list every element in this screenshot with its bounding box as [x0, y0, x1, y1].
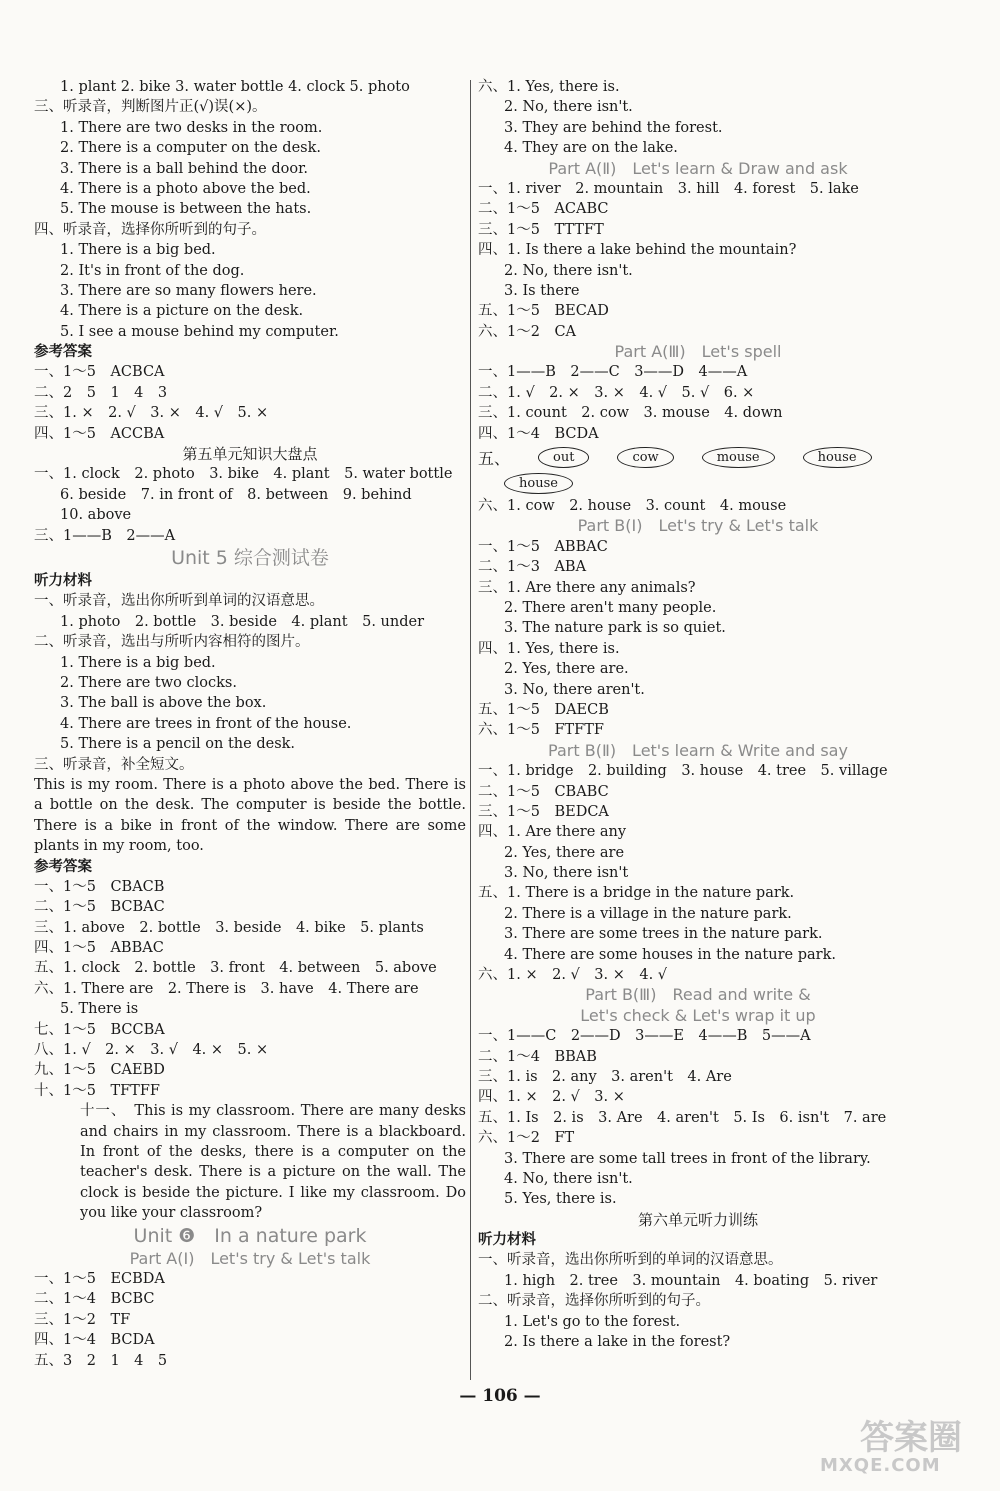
oval-word: house [803, 447, 872, 468]
left-line: 五、3 2 1 4 5 [34, 1352, 168, 1369]
right_b-line: 三、1. is 2. any 3. aren't 4. Are [478, 1068, 732, 1085]
right-block-a [478, 77, 918, 444]
right_b-line: 六、1. cow 2. house 3. count 4. mouse [478, 498, 787, 515]
right_a-line: 2. No, there isn't. [504, 262, 633, 279]
right_b-line: 3. There are some trees in the nature park. [504, 926, 823, 943]
right_b-line: Part B(Ⅲ) Read and write & [585, 985, 811, 1005]
left-line: 二、听录音，选出与所听内容相符的图片。 [34, 634, 310, 651]
left-line: 3. There is a ball behind the door. [60, 160, 309, 177]
left-line: Unit 5 综合测试卷 [171, 546, 329, 569]
right_b-line: 四、1. Yes, there is. [478, 640, 620, 657]
right_a-line: 3. Is there [504, 282, 580, 299]
left-line: Unit ❻ In a nature park [133, 1224, 367, 1247]
ovals-label: 五、 [478, 448, 511, 468]
left-line: 二、1～4 BCBC [34, 1291, 155, 1308]
right_b-line: 2. There is a village in the nature park. [504, 905, 792, 922]
right_b-line: 3. No, there isn't [504, 865, 629, 882]
right_b-line: 二、1～4 BBAB [478, 1048, 597, 1065]
left-line: 四、1～4 BCDA [34, 1332, 155, 1349]
right_a-line: 六、1～2 CA [478, 323, 577, 340]
left-line: 参考答案 [34, 343, 92, 361]
right_a-line: 一、1. river 2. mountain 3. hill 4. forest 5. lake [478, 180, 859, 197]
left-line: 第五单元知识大盘点 [182, 445, 318, 464]
right_b-line: 听力材料 [478, 1231, 536, 1249]
right_b-line: 五、1. Is 2. is 3. Are 4. aren't 5. Is 6. isn't 7. are [478, 1109, 887, 1126]
oval-word: mouse [702, 447, 775, 468]
watermark-logo: 答案圈 [860, 1418, 962, 1458]
left-line: 10. above [60, 507, 132, 524]
left-line: 1. photo 2. bottle 3. beside 4. plant 5. under [60, 613, 425, 630]
right_b-line: 2. Yes, there are. [504, 661, 629, 678]
left-line: 四、1～5 ACCBA [34, 425, 165, 442]
right_b-line: 六、1～2 FT [478, 1130, 575, 1147]
right_a-line: 三、1～5 TTTFT [478, 221, 604, 238]
left-line: 七、1～5 BCCBA [34, 1021, 165, 1038]
left-line: 1. plant 2. bike 3. water bottle 4. clock 5. photo [60, 79, 410, 95]
left-line: 九、1～5 CAEBD [34, 1062, 165, 1079]
left-line: 二、1～5 BCBAC [34, 899, 165, 916]
left-line: Part A(Ⅰ) Let's try & Let's talk [129, 1248, 371, 1268]
left-line: 三、听录音，判断图片正(√)误(×)。 [34, 99, 267, 116]
right_b-line: 一、1～5 ABBAC [478, 538, 608, 555]
left-line: 1. There is a big bed. [60, 654, 216, 671]
right_b-line: 4. No, there isn't. [504, 1170, 633, 1187]
right_a-line: Part A(Ⅱ) Let's learn & Draw and ask [548, 158, 848, 178]
right_b-line: 五、1～5 DAECB [478, 701, 609, 718]
left-line: 1. There are two desks in the room. [60, 119, 323, 136]
right_b-line: 2. Is there a lake in the forest? [504, 1334, 731, 1351]
oval-word: out [538, 447, 589, 468]
left-line: 三、听录音，补全短文。 [34, 756, 194, 773]
right_b-line: 一、1. bridge 2. building 3. house 4. tree 5. village [478, 763, 888, 780]
left-line: 3. The ball is above the box. [60, 695, 267, 712]
left-line: 一、1～5 ECBDA [34, 1271, 165, 1288]
oval-word: cow [617, 447, 673, 468]
right_b-line: 一、1——C 2——D 3——E 4——B 5——A [478, 1028, 811, 1045]
right_a-line: 四、1～4 BCDA [478, 425, 599, 442]
right_b-line: Let's check & Let's wrap it up [580, 1005, 816, 1025]
right_b-line: 2. There aren't many people. [504, 599, 717, 616]
right_a-line: 3. They are behind the forest. [504, 119, 723, 136]
right-block-b [478, 496, 918, 1352]
right_a-line: 2. No, there isn't. [504, 99, 633, 116]
page-number: — 106 — [459, 1386, 541, 1406]
left-line: 五、1. clock 2. bottle 3. front 4. between 5. above [34, 960, 437, 977]
left-line: 参考答案 [34, 857, 92, 875]
left-line: 4. There are trees in front of the house. [60, 715, 352, 732]
left-line: 听力材料 [34, 571, 92, 589]
right_b-line: 六、1～5 FTFTF [478, 722, 604, 739]
right_a-line: 二、1～5 ACABC [478, 201, 609, 218]
left-line: 三、1. above 2. bottle 3. beside 4. bike 5. plants [34, 919, 424, 936]
left-line: 十、1～5 TFTFF [34, 1082, 160, 1099]
left-line: 4. There is a picture on the desk. [60, 303, 304, 320]
right-column [478, 77, 918, 1352]
right_b-line: 二、1～5 CBABC [478, 783, 609, 800]
left-line: This is my room. There is a photo above the bed. There is a bottle on the desk. The computer is beside the bottle. There is a bike in front of the window. There are some plants in my room, too. [34, 776, 466, 855]
right_b-line: 三、1～5 BEDCA [478, 803, 609, 820]
right_b-line: 5. Yes, there is. [504, 1191, 617, 1208]
left-line: 一、1. clock 2. photo 3. bike 4. plant 5. water bottle [34, 466, 453, 483]
left-line: 四、听录音，选择你所听到的句子。 [34, 221, 266, 238]
left-line: 四、1～5 ABBAC [34, 940, 164, 957]
left-line: 三、1. × 2. √ 3. × 4. √ 5. × [34, 405, 269, 422]
right_a-line: 四、1. Is there a lake behind the mountain? [478, 242, 797, 259]
left-line: 1. There is a big bed. [60, 242, 216, 259]
left-line: 一、1～5 CBACB [34, 878, 165, 895]
right_a-line: 二、1. √ 2. × 3. × 4. √ 5. √ 6. × [478, 384, 755, 401]
left-column [34, 77, 466, 1371]
left-line: 2. There are two clocks. [60, 674, 237, 691]
spell-ovals-row-2 [478, 470, 918, 496]
left-line: 一、1～5 ACBCA [34, 364, 165, 381]
right_b-line: 3. The nature park is so quiet. [504, 620, 726, 637]
left-line: 十一、 This is my classroom. There are many desks and chairs in my classroom. There is a blackboard. In front of the desks, there is a computer on the teacher's desk. There is a picture on the wall. The clock is beside the picture. I like my classroom. Do you like your classroom? [80, 1103, 466, 1222]
left-line: 4. There is a photo above the bed. [60, 180, 311, 197]
right_a-line: 三、1. count 2. cow 3. mouse 4. down [478, 405, 783, 422]
right_a-line: 五、1～5 BECAD [478, 303, 609, 320]
left-line: 2. It's in front of the dog. [60, 262, 245, 279]
left-line: 一、听录音，选出你所听到单词的汉语意思。 [34, 593, 324, 610]
right_b-line: 1. Let's go to the forest. [504, 1313, 681, 1330]
oval-word: house [504, 473, 573, 494]
right_b-line: 三、1. Are there any animals? [478, 579, 696, 596]
spell-ovals-row [478, 444, 918, 470]
left-line: 八、1. √ 2. × 3. √ 4. × 5. × [34, 1042, 269, 1059]
left-line: 5. I see a mouse behind my computer. [60, 323, 339, 340]
right_b-line: 3. There are some tall trees in front of the library. [504, 1150, 871, 1167]
right_b-line: 六、1. × 2. √ 3. × 4. √ [478, 967, 668, 984]
right_b-line: 1. high 2. tree 3. mountain 4. boating 5. river [504, 1272, 878, 1289]
right_a-line: Part A(Ⅲ) Let's spell [614, 342, 782, 362]
right_b-line: 二、听录音，选择你所听到的句子。 [478, 1293, 710, 1310]
left-line: 2. There is a computer on the desk. [60, 140, 321, 157]
left-line: 三、1——B 2——A [34, 527, 176, 544]
right_a-line: 一、1——B 2——C 3——D 4——A [478, 364, 748, 381]
right_b-line: 四、1. Are there any [478, 824, 627, 841]
left-line: 六、1. There are 2. There is 3. have 4. There are [34, 980, 419, 997]
right_b-line: 4. There are some houses in the nature park. [504, 946, 836, 963]
column-divider [470, 80, 471, 1380]
right_a-line: 4. They are on the lake. [504, 140, 678, 157]
right_b-line: Part B(Ⅱ) Let's learn & Write and say [548, 740, 848, 760]
right_a-line: 六、1. Yes, there is. [478, 79, 620, 95]
left-line: 5. There is [60, 1001, 139, 1018]
right_b-line: 一、听录音，选出你所听到的单词的汉语意思。 [478, 1252, 783, 1269]
left-line: 二、2 5 1 4 3 [34, 384, 168, 401]
left-line: 5. There is a pencil on the desk. [60, 736, 296, 753]
right_b-line: Part B(Ⅰ) Let's try & Let's talk [577, 516, 819, 536]
right_b-line: 3. No, there aren't. [504, 681, 645, 698]
right_b-line: 二、1～3 ABA [478, 559, 587, 576]
right_b-line: 第六单元听力训练 [637, 1210, 758, 1229]
watermark-url: MXQE.COM [820, 1455, 941, 1476]
right_b-line: 五、1. There is a bridge in the nature park. [478, 885, 795, 902]
left-line: 3. There are so many flowers here. [60, 282, 317, 299]
left-line: 6. beside 7. in front of 8. between 9. behind [60, 486, 412, 503]
right_b-line: 2. Yes, there are [504, 844, 625, 861]
left-line: 5. The mouse is between the hats. [60, 201, 312, 218]
right_b-line: 四、1. × 2. √ 3. × [478, 1089, 625, 1106]
left-line: 三、1～2 TF [34, 1311, 131, 1328]
